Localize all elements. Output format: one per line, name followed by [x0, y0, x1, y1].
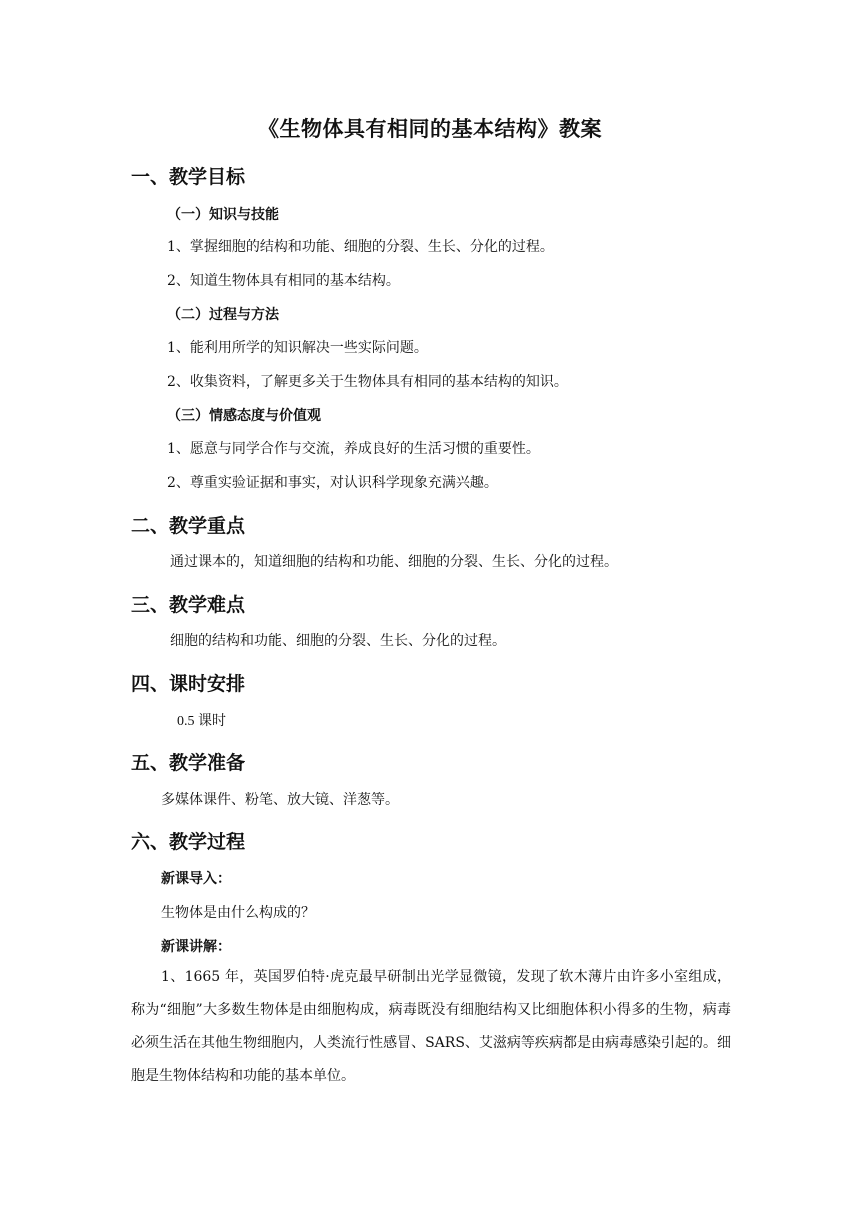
- section-heading-process: 六、教学过程: [131, 831, 246, 853]
- section-heading-schedule: 四、课时安排: [131, 673, 246, 695]
- lecture-paragraph: 1、1665 年，英国罗伯特·虎克最早研制出光学显微镜，发现了软木薄片由许多小室组成，称为“细胞”大多数生物体是由细胞构成，病毒既没有细胞结构又比细胞体积小得多的生物，病毒必须生活在其他生物细胞内，人类流行性感冒、SARS、艾滋病等疾病都是由病毒感染引起的。细胞是生物体结构和功能的基本单位。: [131, 969, 731, 1084]
- subheading-knowledge-skills: （一）知识与技能: [167, 207, 279, 223]
- objective-item: 2、尊重实验证据和事实，对认识科学现象充满兴趣。: [167, 475, 498, 491]
- document-title: 《生物体具有相同的基本结构》教案: [258, 116, 602, 141]
- objective-item: 1、愿意与同学合作与交流，养成良好的生活习惯的重要性。: [167, 441, 540, 457]
- objective-item: 2、收集资料，了解更多关于生物体具有相同的基本结构的知识。: [167, 374, 568, 390]
- section-heading-preparation: 五、教学准备: [131, 752, 246, 774]
- label-new-lesson-lecture: 新课讲解：: [161, 939, 231, 955]
- text-new-lesson-intro: 生物体是由什么构成的？: [161, 905, 315, 921]
- subheading-process-method: （二）过程与方法: [167, 307, 279, 323]
- objective-item: 2、知道生物体具有相同的基本结构。: [167, 273, 400, 289]
- objective-item: 1、能利用所学的知识解决一些实际问题。: [167, 340, 428, 356]
- objective-item: 1、掌握细胞的结构和功能、细胞的分裂、生长、分化的过程。: [167, 239, 554, 255]
- section-text-key-points: 通过课本的，知道细胞的结构和功能、细胞的分裂、生长、分化的过程。: [170, 554, 618, 570]
- section-text-schedule: 0.5 课时: [177, 714, 226, 729]
- section-heading-objectives: 一、教学目标: [131, 166, 246, 188]
- section-heading-difficulties: 三、教学难点: [131, 594, 246, 616]
- section-text-difficulties: 细胞的结构和功能、细胞的分裂、生长、分化的过程。: [170, 633, 506, 649]
- label-new-lesson-intro: 新课导入：: [161, 871, 231, 887]
- section-text-preparation: 多媒体课件、粉笔、放大镜、洋葱等。: [161, 792, 399, 808]
- section-heading-key-points: 二、教学重点: [131, 515, 246, 537]
- subheading-attitude-values: （三）情感态度与价值观: [167, 408, 321, 424]
